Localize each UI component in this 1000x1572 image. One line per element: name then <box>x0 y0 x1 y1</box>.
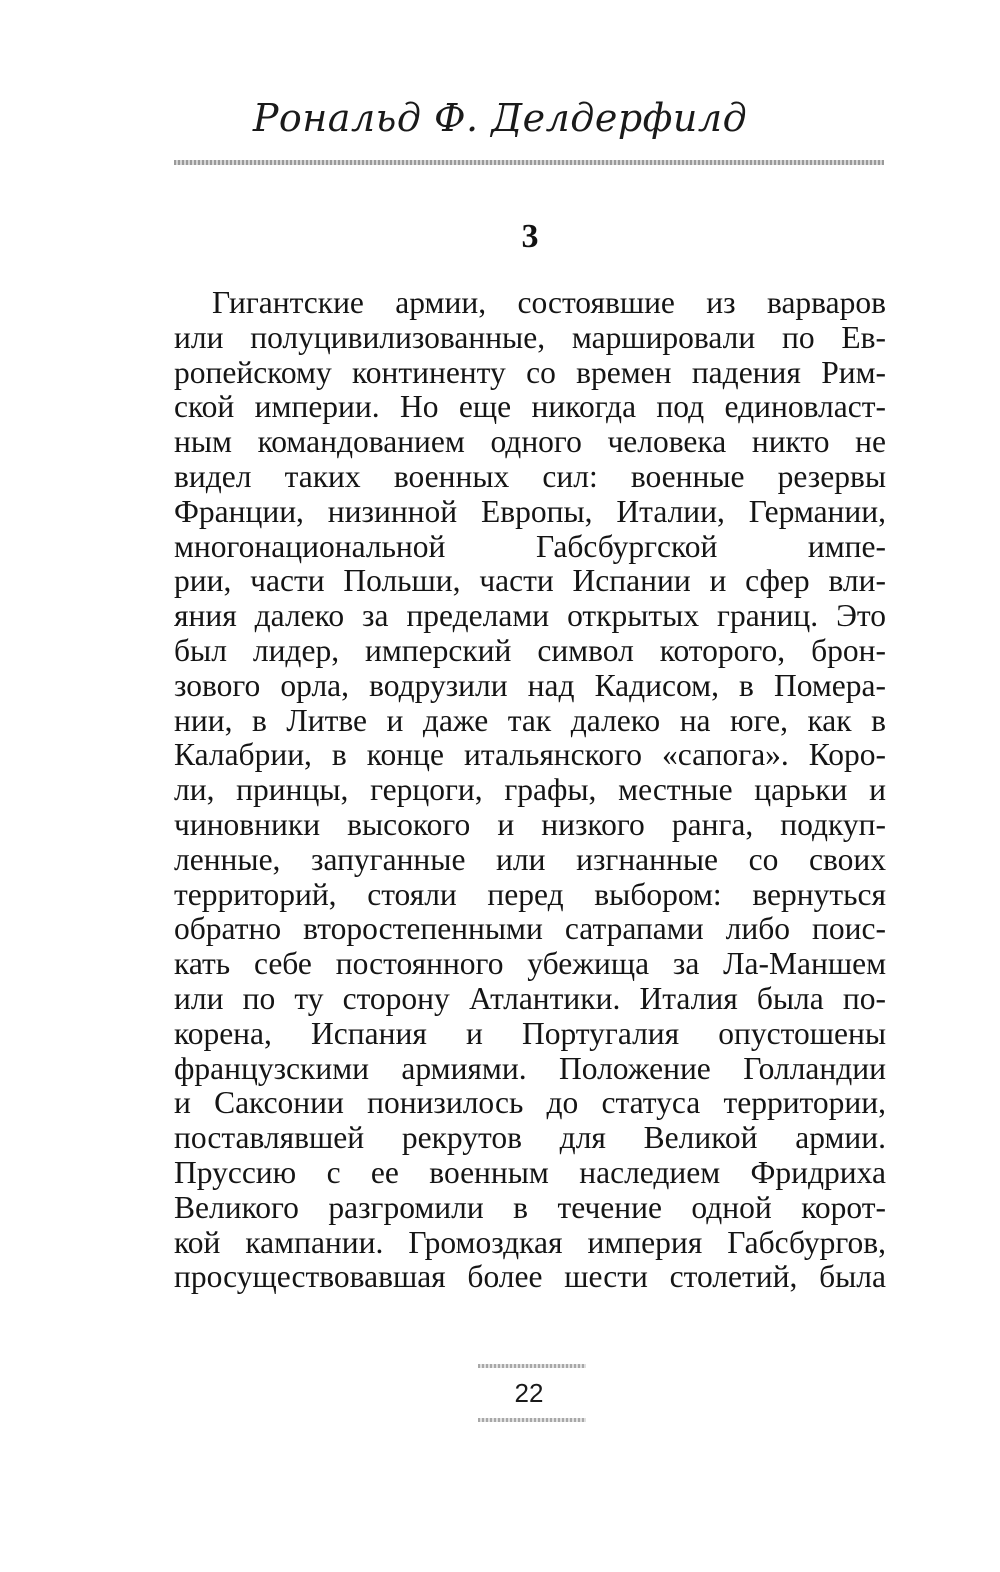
text-line: видел таких военных сил: военные резервы <box>174 458 886 494</box>
text-line: Гигантские армии, состоявшие из варваров <box>212 285 886 320</box>
text-line: территорий, стояли перед выбором: вернуться <box>174 876 886 912</box>
text-line: Калабрии, в конце итальянского «сапога». Коро- <box>174 737 886 773</box>
text-line: корена, Испания и Португалия опустошены <box>174 1015 886 1051</box>
text-line: рии, части Польши, части Испании и сфер вли- <box>174 563 886 599</box>
text-line: ли, принцы, герцоги, графы, местные царьки и <box>174 772 886 808</box>
footer-divider-top <box>478 1364 586 1368</box>
text-line: нии, в Литве и даже так далеко на юге, как в <box>174 702 886 738</box>
text-line: ской империи. Но еще никогда под единовласт- <box>174 389 886 425</box>
chapter-number: 3 <box>521 218 539 255</box>
text-line: кать себе постоянного убежища за Ла-Маншем <box>174 946 886 982</box>
text-line: или полуцивилизованные, маршировали по Ев- <box>174 319 886 355</box>
text-line: или по ту сторону Атлантики. Италия была по- <box>174 980 886 1016</box>
text-line: ленные, запуганные или изгнанные со своих <box>174 841 886 877</box>
text-line: ропейскому континенту со времен падения Рим- <box>174 354 886 390</box>
running-head-author: Рональд Ф. Делдерфилд <box>252 96 748 140</box>
text-line: поставлявшей рекрутов для Великой армии. <box>174 1120 886 1156</box>
text-line: Франции, низинной Европы, Италии, Германии, <box>174 493 886 529</box>
text-line: чиновники высокого и низкого ранга, подкуп- <box>174 806 886 842</box>
text-line: французскими армиями. Положение Голландии <box>174 1050 886 1086</box>
text-line: просуществовавшая более шести столетий, была <box>174 1259 886 1295</box>
text-line: Великого разгромили в течение одной корот- <box>174 1189 886 1225</box>
header-divider <box>174 160 884 165</box>
text-line: зового орла, водрузили над Кадисом, в Помера- <box>174 667 886 703</box>
body-paragraph <box>174 286 886 1295</box>
footer-divider-bottom <box>478 1418 586 1422</box>
text-line: яния далеко за пределами открытых границ. Это <box>174 598 886 634</box>
text-line: и Саксонии понизилось до статуса территории, <box>174 1085 886 1121</box>
page-number: 22 <box>514 1378 544 1408</box>
text-line: был лидер, имперский символ которого, брон- <box>174 632 886 668</box>
text-line: обратно второстепенными сатрапами либо поис- <box>174 911 886 947</box>
text-line: многонациональной Габсбургской импе- <box>174 528 886 564</box>
text-line: Пруссию с ее военным наследием Фридриха <box>174 1154 886 1190</box>
text-line: кой кампании. Громоздкая империя Габсбургов, <box>174 1224 886 1260</box>
text-line: ным командованием одного человека никто не <box>174 424 886 460</box>
